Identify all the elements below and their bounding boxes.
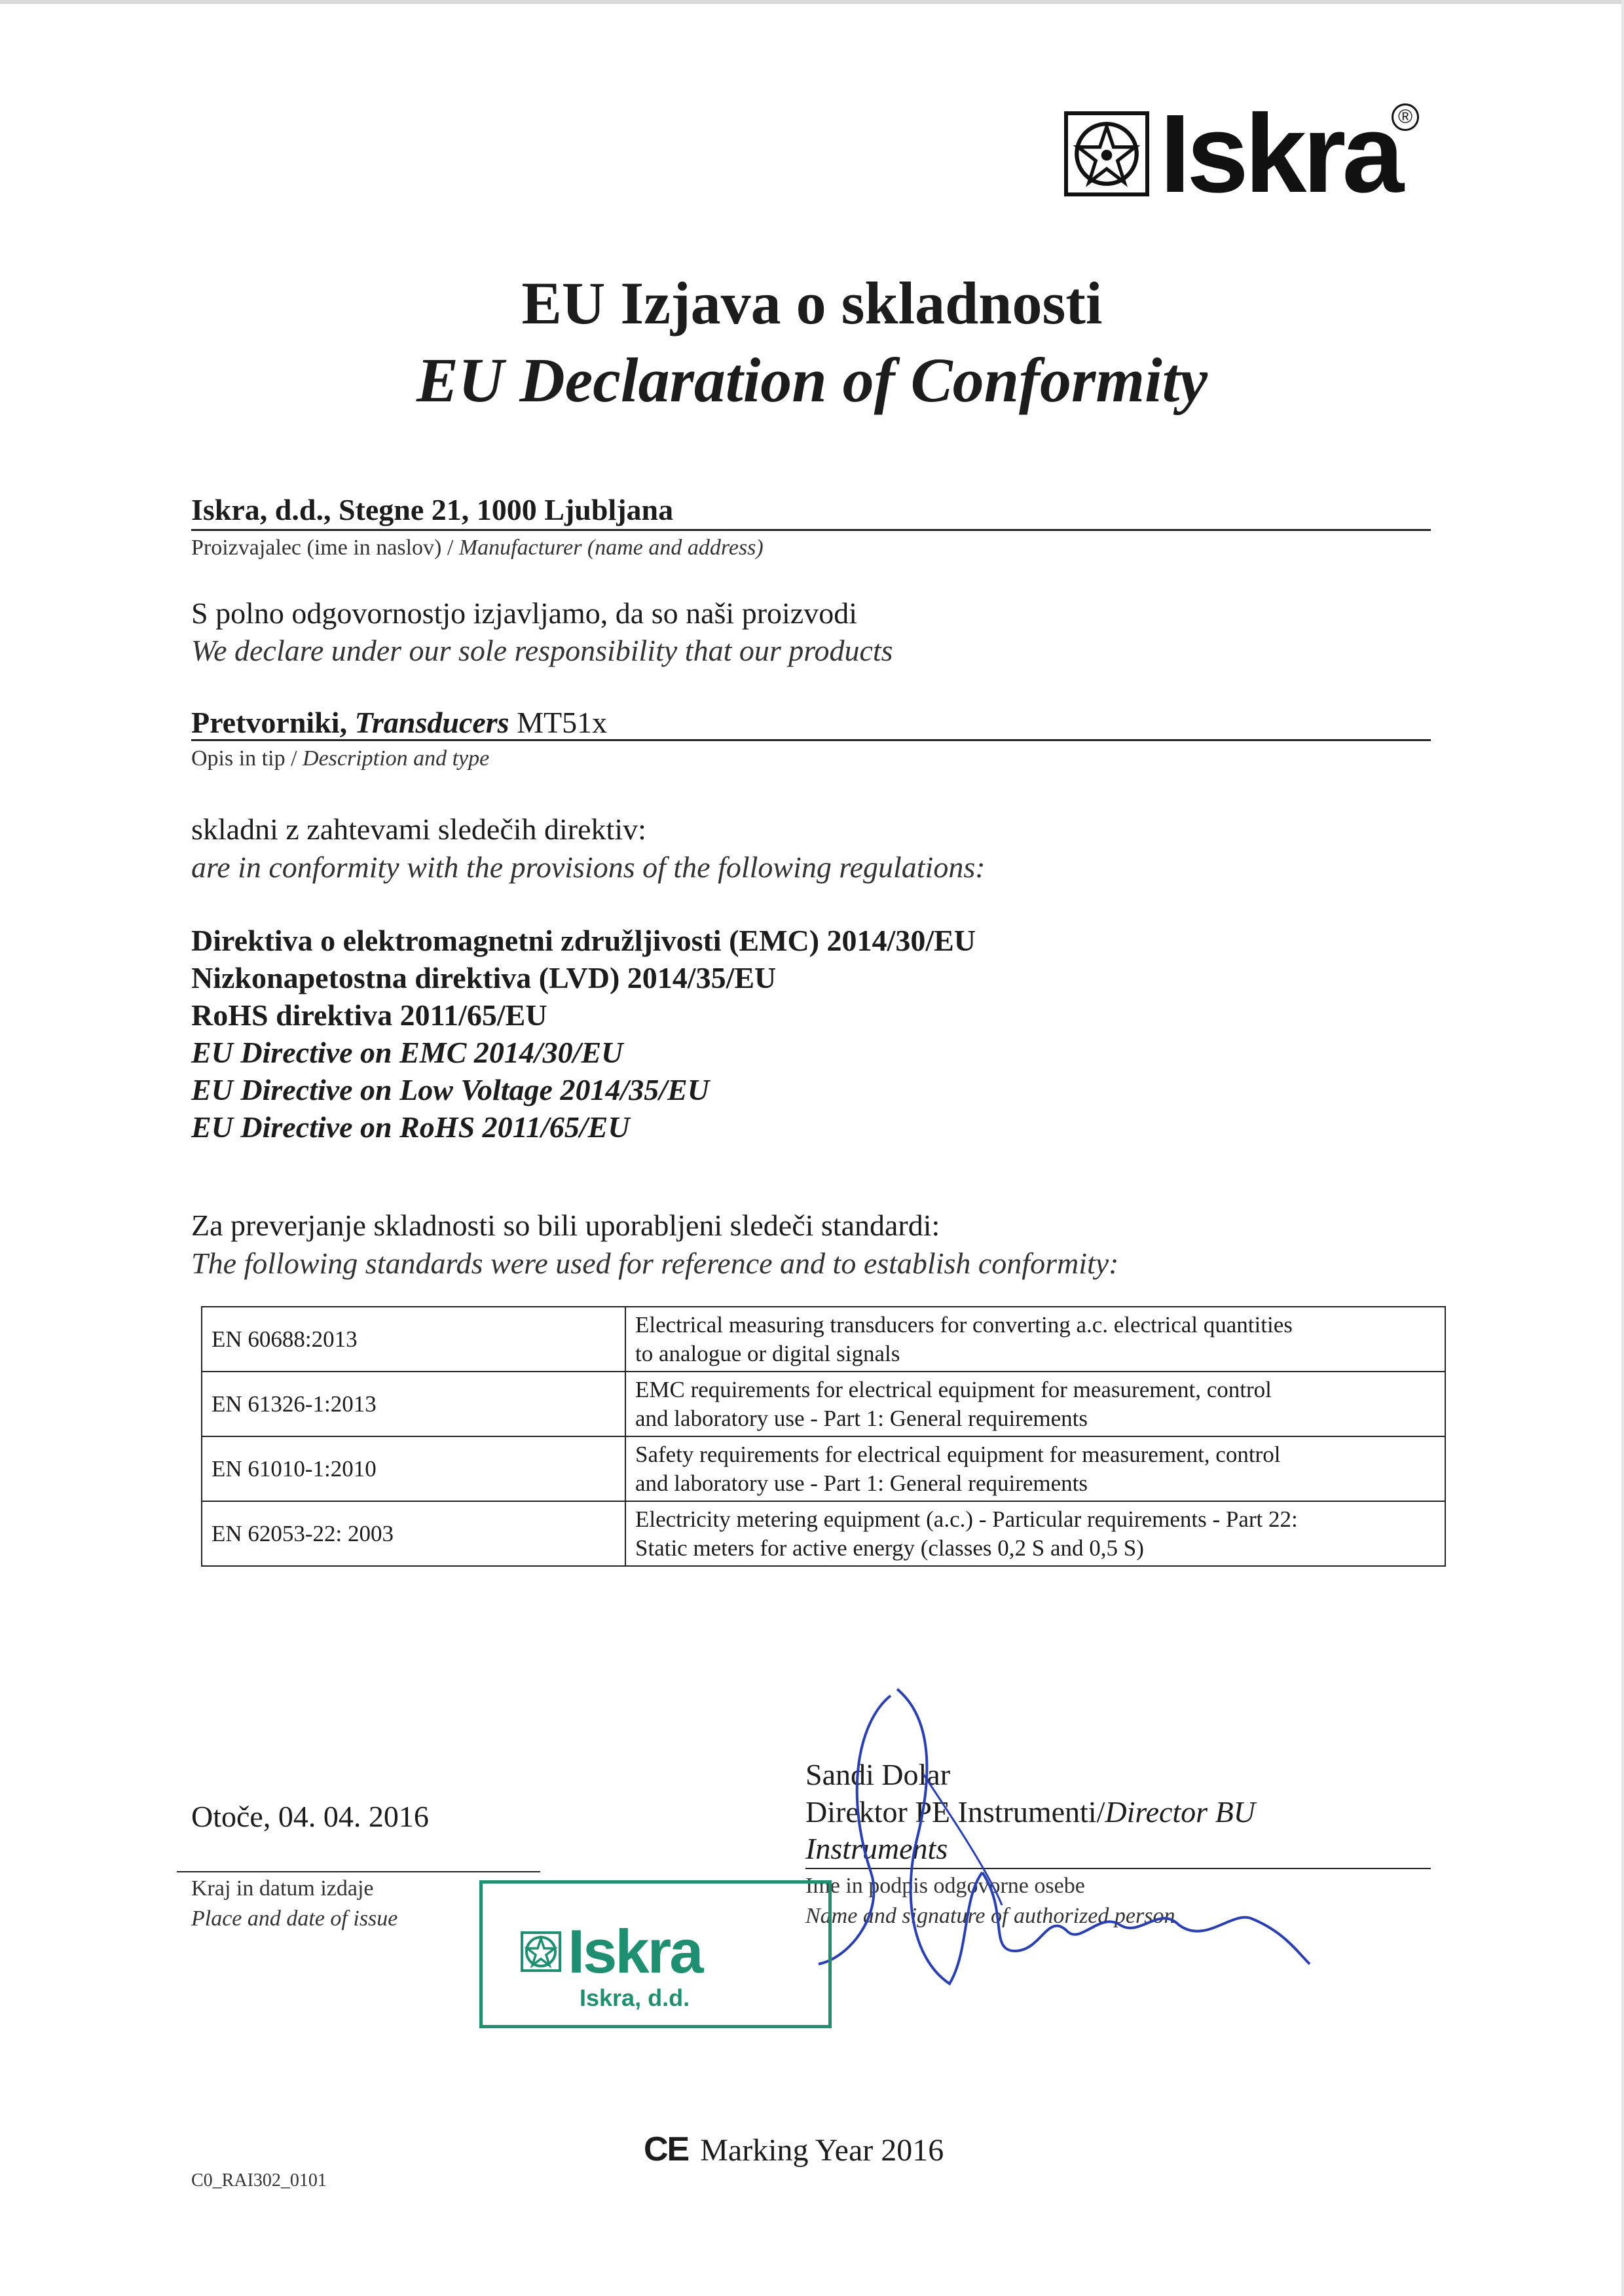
standard-code: EN 61010-1:2010 xyxy=(202,1436,625,1501)
signatory-role: Direktor PE Instrumenti/Director BU xyxy=(805,1795,1255,1829)
product-value: Pretvorniki, Transducers MT51x xyxy=(191,706,608,739)
document-code: C0_RAI302_0101 xyxy=(191,2170,327,2191)
directive-item: EU Directive on RoHS 2011/65/EU xyxy=(191,1110,630,1144)
issue-place-date: Otoče, 04. 04. 2016 xyxy=(191,1800,429,1833)
title-english: EU Declaration of Conformity xyxy=(416,345,1208,415)
scan-edge xyxy=(0,0,1624,4)
standard-description: Electricity metering equipment (a.c.) - Particular requirements - Part 22: Static meters for active energy (classes 0,2 S and 0,5 S) xyxy=(625,1501,1445,1566)
marking-year: Marking Year 2016 xyxy=(700,2133,944,2168)
standards-table xyxy=(201,1306,1446,1567)
stamp-logo xyxy=(521,1916,702,1987)
directive-item: EU Directive on EMC 2014/30/EU xyxy=(191,1036,623,1069)
manufacturer-value: Iskra, d.d., Stegne 21, 1000 Ljubljana xyxy=(191,493,674,526)
divider xyxy=(191,739,1431,741)
declaration-english: We declare under our sole responsibility that our products xyxy=(191,634,893,667)
signatory-role-cont: Instruments xyxy=(805,1832,948,1865)
product-label: Opis in tip / Description and type xyxy=(191,746,490,771)
table-row xyxy=(202,1307,1445,1372)
directive-item: EU Directive on Low Voltage 2014/35/EU xyxy=(191,1073,709,1106)
stamp-wordmark: Iskra xyxy=(568,1917,702,1986)
conformity-english: are in conformity with the provisions of the following regulations: xyxy=(191,850,986,884)
standards-intro-english: The following standards were used for reference and to establish conformity: xyxy=(191,1247,1119,1280)
ce-marking xyxy=(644,2130,944,2169)
title-slovene: EU Izjava o skladnosti xyxy=(521,270,1103,337)
standard-code: EN 62053-22: 2003 xyxy=(202,1501,625,1566)
standard-code: EN 60688:2013 xyxy=(202,1307,625,1372)
standard-description: Electrical measuring transducers for converting a.c. electrical quantities to analogue or digital signals xyxy=(625,1307,1445,1372)
registered-mark: ® xyxy=(1392,103,1419,131)
table-row xyxy=(202,1501,1445,1566)
handwritten-signature xyxy=(773,1676,1323,1990)
standard-code: EN 61326-1:2013 xyxy=(202,1372,625,1436)
iskra-logo xyxy=(1064,92,1401,216)
divider xyxy=(177,1871,540,1872)
iskra-emblem-icon xyxy=(521,1931,561,1972)
company-stamp xyxy=(479,1880,832,2028)
standards-intro-slovene: Za preverjanje skladnosti so bili uporabljeni sledeči standardi: xyxy=(191,1209,940,1242)
signatory-label-english: Name and signature of authorized person xyxy=(805,1904,1175,1928)
directive-item: Direktiva o elektromagnetni združljivosti (EMC) 2014/30/EU xyxy=(191,924,976,957)
standard-description: EMC requirements for electrical equipment for measurement, control and laboratory use - Part 1: General requirements xyxy=(625,1372,1445,1436)
declaration-slovene: S polno odgovornostjo izjavljamo, da so naši proizvodi xyxy=(191,596,858,630)
manufacturer-label: Proizvajalec (ime in naslov) / Manufacturer (name and address) xyxy=(191,536,764,560)
signatory-name: Sandi Dolar xyxy=(805,1758,951,1791)
issue-label-english: Place and date of issue xyxy=(191,1906,398,1931)
iskra-emblem-icon xyxy=(1064,111,1149,196)
table-row xyxy=(202,1436,1445,1501)
conformity-slovene: skladni z zahtevami sledečih direktiv: xyxy=(191,812,646,846)
standard-description: Safety requirements for electrical equipment for measurement, control and laboratory use - Part 1: General requirements xyxy=(625,1436,1445,1501)
signatory-label-slovene: Ime in podpis odgovorne osebe xyxy=(805,1874,1085,1898)
issue-label-slovene: Kraj in datum izdaje xyxy=(191,1876,374,1901)
directive-list xyxy=(191,922,976,1146)
divider xyxy=(191,529,1431,531)
directive-item: Nizkonapetostna direktiva (LVD) 2014/35/EU xyxy=(191,961,777,994)
logo-wordmark: Iskra xyxy=(1160,92,1401,216)
directive-item: RoHS direktiva 2011/65/EU xyxy=(191,998,547,1032)
ce-mark-icon: CE xyxy=(644,2130,689,2168)
table-row xyxy=(202,1372,1445,1436)
stamp-company: Iskra, d.d. xyxy=(580,1984,690,2011)
